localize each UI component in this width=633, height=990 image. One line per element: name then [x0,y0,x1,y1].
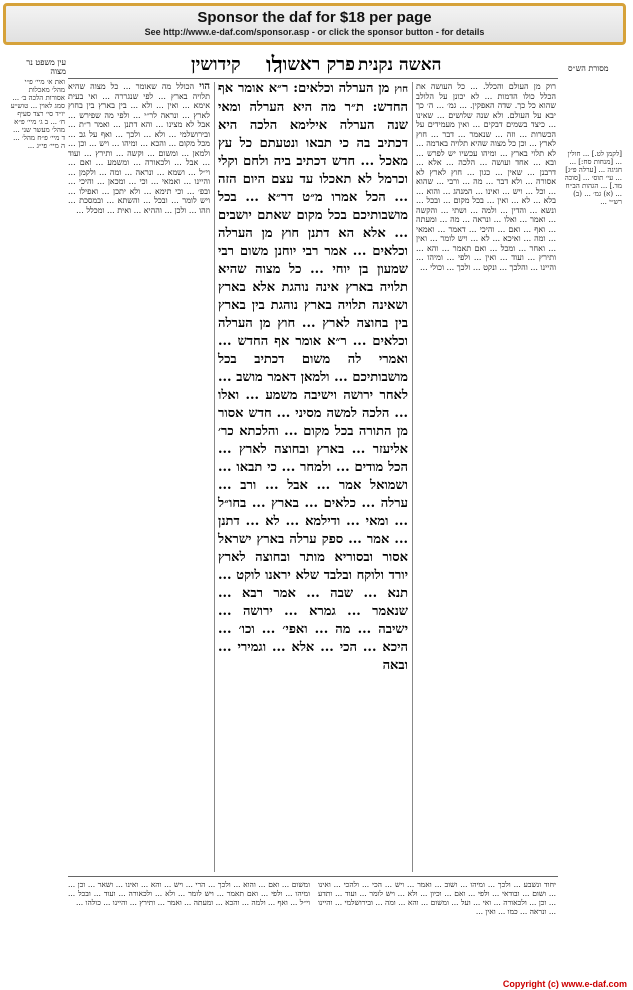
sponsor-title: Sponsor the daf for $18 per page [197,9,432,26]
bottom-right-text: יחוד ונשבע ... ולכך ... ומיהו ... ושוב ... ואמר ... ויש ... הכי ... ולהכי ... ואינו ... ושום ... ובודאי ... ולפי ... ואם ... וכיון ... ולא ... ויש לומר ... ועוד ... ותדע ... וכן ... ולכאורה ... ואי ... ועל ... ומשום ... והא ... ומה ... ובירושלמי ... והיינו ... ונראה ... כמו ... ואין ... [318,880,556,916]
mesorat-hashas-text: [לקמן לט.] ... חולין ... [מנחות סח:] ... חגיגה ... [ערלה פ״ג] ... עי׳ תוס׳ ... [סוכה מד.] ... הגהות הב״ח ... (א) גמ׳ ... (ב) רש״י ... [564,150,622,206]
sponsor-subtitle[interactable]: See http://www.e-daf.com/sponsor.asp - or click the sponsor button - for details [144,27,485,37]
mesorat-hashas-notes [560,150,622,750]
bottom-commentary-left [68,880,310,976]
bottom-left-text: ומשום ... ואם ... והוא ... ולכך ... הרי ... ויש ... והא ... ואינו ... ושאר ... וכן ... ומיהו ... ולפי ... ואם תאמר ... ויש לומר ... ולא ... ולכאורה ... ועוד ... ובכל ... וי״ל ... ואף ... ולמה ... והכא ... ומעתה ... ואמר ... ותירץ ... והיינו ... כולהו ... [68,880,310,907]
chapter-title: האשה נקנית [358,55,442,75]
folio-number: לו [266,52,282,78]
gemara-opening-word: חוץ [394,84,409,95]
chapter-name: פרק ראשון [278,54,355,75]
ein-mishpat-text: ואת א׳ מיי׳ פ״י מהל׳ מאכלות אסורות הלכה ב׳ ... סמג לאוין ... טוש״ע יו״ד סי׳ רצד סעיף ח׳ ... ב ג׳ מיי׳ פ״א מהל׳ מעשר שני ... ד מיי׳ פ״ח מהל׳ ... ה מיי׳ פי״ג ... [10,78,65,150]
gemara-column [218,80,409,673]
bottom-commentary-right [318,880,556,976]
talmud-page [8,50,625,980]
tosafot-text: הכולל מה שאומר ... כל מצוה שהיא תלויה בארץ ... לפי שנגררה ... ואי בעית אימא ... ואין ... ולא ... בין בארץ בין בחוץ לארץ ... ונראה לר״י ... ולפי מה שפירש ... אבל לא מצינו ... והא דתנן ... ואמר ר״ת ... ובירושלמי ... ולא ... ולכך ... ואף על גב ... מכל מקום ... והכא ... ומיהו ... ויש ... וכן ... ולמאן ... ומשום ... וקשה ... ותירץ ... ועוד ... אבל ... ולכאורה ... ומשמע ... ואם ... וי״ל ... ושמא ... ונראה ... ומה ... ולקמן ... והיינו ... ואמאי ... וכי ... ומכאן ... והיכי ... ובפ׳ ... וכי תימא ... ולא יתכן ... ואפילו ... ויש לומר ... ובכל ... והשתא ... ובמסכת ... וזהו ... ולכן ... וההיא ... ואית ... ומכלל ... [68,82,210,215]
mesorat-hashas-label: מסורת הש״ס [568,64,609,73]
tosafot-column [68,82,210,874]
ein-mishpat-label: עין משפט נר מצוה [26,58,66,76]
gemara-text: מן הערלה וכלאים: ר״א אומר אף החדש: ת״ר מה היא הערלה ומאי שנה הערלה אילימא הלכה היא דכתיב בה כי תבאו ונטעתם כל עץ מאכל ... חדש דכתיב ביה ולחם וקלי וכרמל לא תאכלו עד עצם היום הזה ... הכל אמרו מ״ט דר״א ... בכל מושבותיכם בכל מקום שאתם יושבים ... אלא הא דתנן חוץ מן הערלה וכלאים ... אמר רבי יוחנן משום רבי שמעון בן יוחי ... כל מצוה שהיא תלויה בארץ אינה נוהגת אלא בארץ ושאינה תלויה בארץ נוהגת בין בארץ בין בחוצה לארץ ... חוץ מן הערלה וכלאים ... ר״א אומר אף החדש ... ואמרי לה משום דכתיב בכל מושבותיכם ... ולמאן דאמר מושב ... לאחר ירושה וישיבה משמע ... ואלו ... הלכה למשה מסיני ... חדש אסור מן התורה בכל מקום ... והלכתא כר׳ אליעזר ... בארץ ובחוצה לארץ ... הכל מודים ... ולמחר ... כי תבאו ... ושמואל אמר ... אבל ... ורב ... ערלה ... כלאים ... בארץ ... בחו״ל ... ומאי ... ודילמא ... לא ... דתנן ... אמר ... ספק ערלה בארץ ישראל אסור ובסוריא מותר ובחוצה לארץ יורד ולוקח ובלבד שלא יראנו לוקט ... תנא ... שבה ... אמר רבא ... שנאמר ... גמרא ... ירושה ... ישיבה ... מה ... ואפי׳ ... וכו׳ ... היכא ... הכי ... אלא ... וגמירי ... ובאה [218,81,408,673]
tosafot-opening-word: הוי [199,81,211,92]
copyright-notice[interactable]: Copyright (c) www.e-daf.com [502,979,627,989]
rashi-column [416,82,556,874]
sponsor-banner[interactable] [3,3,626,45]
rashi-text: רוק מן העולם והכלל. ... כל העושה את הכלל כולו הדמות ... לא יכונן על הלולב שהוא כל כך. שדה האפקין. ... גמ׳ ... ה׳ כך יבא על העולם. ולא שנה שלושים ... שאינו ... כיצד בשמים דבקים ... ואין מעמידים על הכשרות ... וזה ... שנאמר ... דבר ... חוץ לארץ ... וכן כל מצוה שהיא תלויה באדמה ... לא תלוי בארץ ... ומיהו עכשיו יש לפרש ... ובא ... אחד ועושה ... הלכה ... אלא ... דרבנן ... שאין ... כגון ... חוץ לארץ לא אסורה ... ולא דבר ... מה ... ורבי ... שהוא ... וכל ... ויש ... ואינו ... המנהג ... והוא ... בלא ... לא ... ואין ... בכל מקום ... ובכל ... ונשא ... והדין ... ולמה ... ושתי ... והקשה ... ואמר ... ואלו ... ונראה ... מה ... ומעתה ... ואף ... ואם ... והיכי ... דאמר ... ואמאי ... ומה ... ואיכא ... לא ... ויש לומר ... ואין ... ואחר ... ומכל ... ואם תאמר ... והא ... ותירץ ... ועוד ... ואין ... ולפי ... ומיהו ... והיינו ... והלכך ... ונקט ... ולכך ... וכולי ... [416,82,556,272]
tractate-name: קידושין [191,54,241,75]
ein-mishpat-notes [10,78,65,278]
page-header [8,52,625,78]
